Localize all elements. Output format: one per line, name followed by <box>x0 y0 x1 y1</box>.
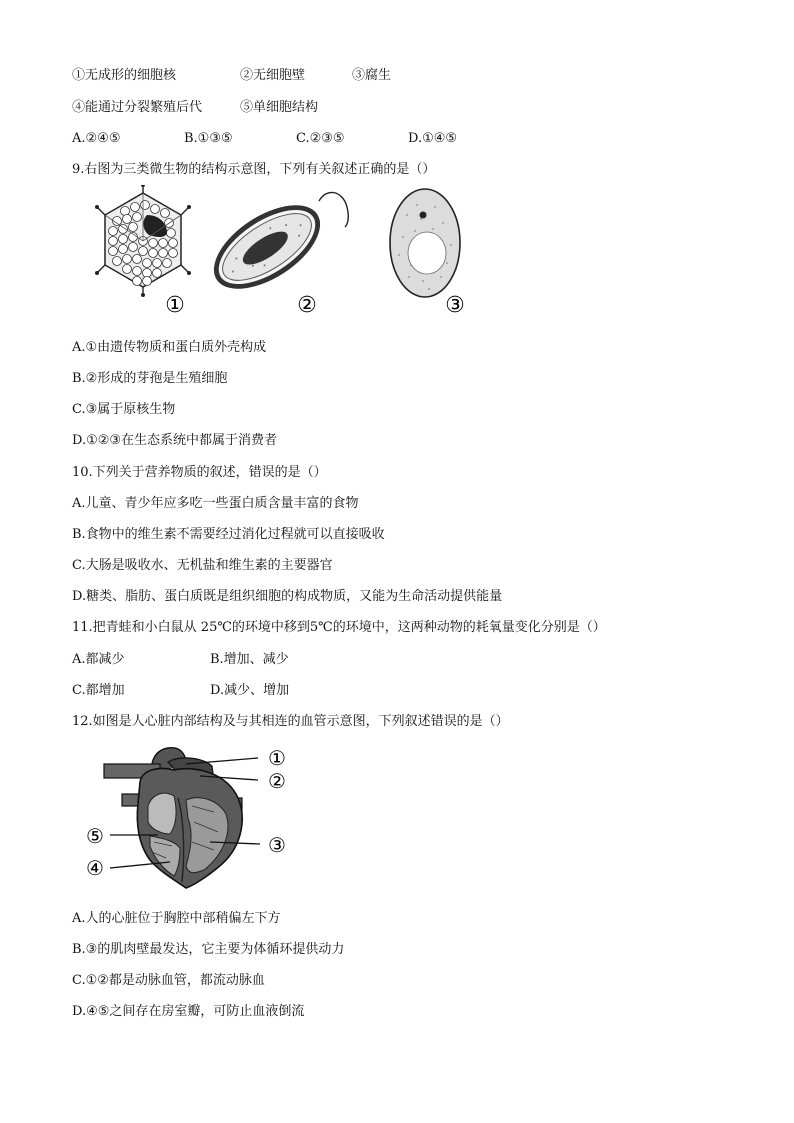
heart-label-3: ③ <box>268 833 286 857</box>
q10-option-a: A.儿童、青少年应多吃一些蛋白质含量丰富的食物 <box>72 496 359 511</box>
q10-stem: 10.下列关于营养物质的叙述，错误的是（） <box>72 465 327 480</box>
q9-stem: 9.右图为三类微生物的结构示意图，下列有关叙述正确的是（） <box>72 162 436 177</box>
q11-option-c: C.都增加 <box>72 683 125 698</box>
q10-option-b: B.食物中的维生素不需要经过消化过程就可以直接吸收 <box>72 527 385 542</box>
virus-illustration <box>95 185 191 297</box>
q9-option-a: A.①由遗传物质和蛋白质外壳构成 <box>72 340 267 355</box>
bacterium-illustration <box>200 188 348 305</box>
q8-item: ④能通过分裂繁殖后代 <box>72 100 203 115</box>
q8-option-d: D.①④⑤ <box>408 131 458 146</box>
heart-label-2: ② <box>268 769 286 793</box>
q11-option-a: A.都减少 <box>72 652 125 667</box>
q10-option-d: D.糖类、脂肪、蛋白质既是组织细胞的构成物质，又能为生命活动提供能量 <box>72 589 503 604</box>
bacterium-label: ② <box>297 293 317 318</box>
q12-option-c: C.①②都是动脉血管，都流动脉血 <box>72 973 265 988</box>
q9-option-b: B.②形成的芽孢是生殖细胞 <box>72 371 228 386</box>
q12-option-d: D.④⑤之间存在房室瓣，可防止血液倒流 <box>72 1004 305 1019</box>
q8-item: ①无成形的细胞核 <box>72 68 177 83</box>
q8-option-a: A.②④⑤ <box>72 131 121 146</box>
q8-option-c: C.②③⑤ <box>296 131 345 146</box>
q9-option-d: D.①②③在生态系统中都属于消费者 <box>72 433 278 448</box>
q8-item: ②无细胞壁 <box>240 68 306 83</box>
q9-option-c: C.③属于原核生物 <box>72 402 176 417</box>
q12-stem: 12.如图是人心脏内部结构及与其相连的血管示意图，下列叙述错误的是（） <box>72 714 509 729</box>
heart-label-5: ⑤ <box>86 824 104 848</box>
q12-option-b: B.③的肌肉壁最发达，它主要为体循环提供动力 <box>72 942 345 957</box>
yeast-illustration <box>390 189 460 297</box>
q8-item: ③腐生 <box>352 68 392 83</box>
heart-figure <box>82 742 302 892</box>
q12-option-a: A.人的心脏位于胸腔中部稍偏左下方 <box>72 911 281 926</box>
q10-option-c: C.大肠是吸收水、无机盐和维生素的主要器官 <box>72 558 333 573</box>
heart-label-4: ④ <box>86 856 104 880</box>
q11-stem: 11.把青蛙和小白鼠从 25℃的环境中移到5℃的环境中，这两种动物的耗氧量变化分别是（） <box>72 620 606 635</box>
yeast-label: ③ <box>445 293 465 318</box>
q11-option-d: D.减少、增加 <box>210 683 290 698</box>
q8-item: ⑤单细胞结构 <box>240 100 319 115</box>
heart-label-1: ① <box>268 746 286 770</box>
q8-option-b: B.①③⑤ <box>184 131 233 146</box>
virus-label: ① <box>165 293 185 318</box>
q11-option-b: B.增加、减少 <box>210 652 289 667</box>
microbes-figure <box>95 185 475 320</box>
